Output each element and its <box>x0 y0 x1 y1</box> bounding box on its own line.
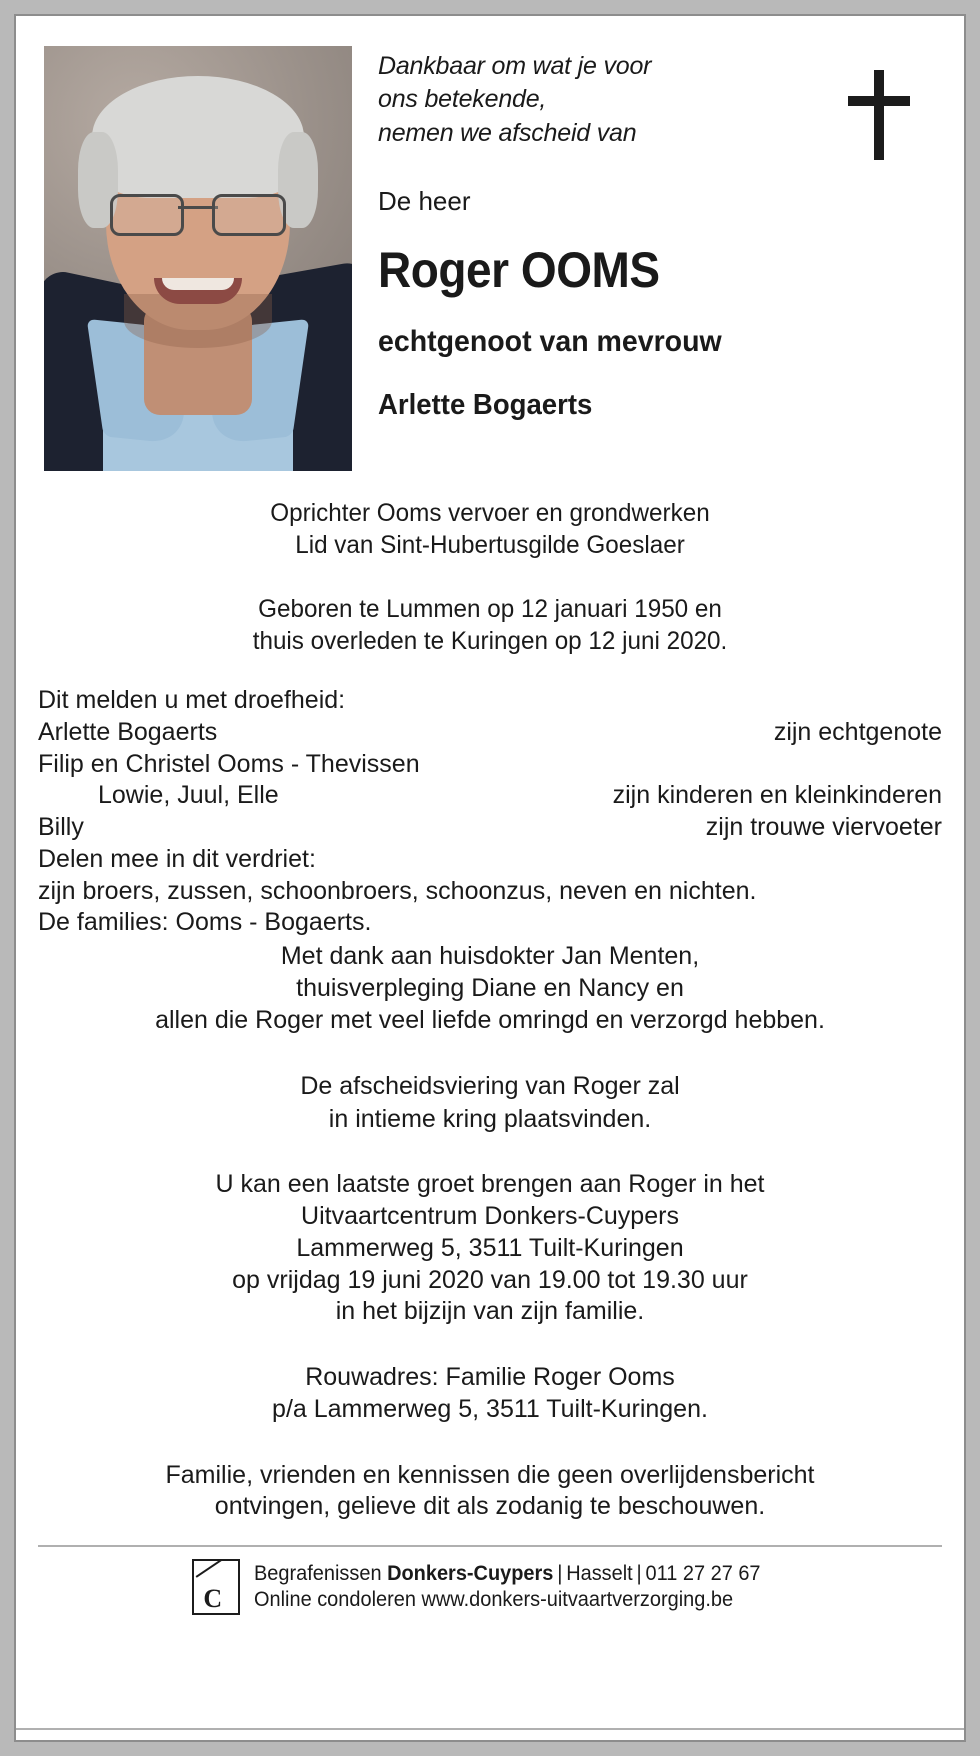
family-member-name: Arlette Bogaerts <box>38 717 218 746</box>
share-body: zijn broers, zussen, schoonbroers, schoonzus, neven en nichten. <box>38 876 757 905</box>
family-member-name: Billy <box>38 813 84 841</box>
glasses-lens-left <box>110 194 184 236</box>
cross-vertical <box>874 70 884 160</box>
thanks-line-3: allen die Roger met veel liefde omringd en verzorgd hebben. <box>155 1005 825 1034</box>
notice-line-2: ontvingen, gelieve dit als zodanig te beschouwen. <box>214 1492 766 1521</box>
table-row <box>38 812 942 844</box>
thanks-block <box>38 941 942 1036</box>
notice-line-1: Familie, vrienden en kennissen die geen overlijdensbericht <box>165 1460 815 1489</box>
footer-prefix: Begrafenissen <box>254 1562 388 1586</box>
portrait-photo <box>44 46 352 471</box>
footer-line-2: Online condoleren www.donkers-uitvaartverzorging.be <box>254 1588 734 1611</box>
table-row <box>38 749 942 781</box>
mourning-address-line-2: p/a Lammerweg 5, 3511 Tuilt-Kuringen. <box>272 1394 708 1423</box>
spouse-label: echtgenoot van mevrouw <box>378 324 722 358</box>
table-row <box>38 717 942 749</box>
cross-icon <box>848 70 910 160</box>
ceremony-block <box>38 1070 942 1135</box>
family-relation: zijn trouwe viervoeter <box>705 813 942 841</box>
title-prefix: De heer <box>378 185 471 216</box>
footer <box>38 1547 942 1615</box>
family-relation: zijn echtgenote <box>773 717 942 746</box>
thanks-line-2: thuisverpleging Diane en Nancy en <box>296 973 684 1002</box>
roles-block <box>52 497 929 561</box>
bottom-divider <box>16 1728 964 1730</box>
families-line: De families: Ooms - Bogaerts. <box>38 908 372 937</box>
header-section <box>38 34 942 471</box>
mourning-address-block <box>38 1362 942 1426</box>
spouse-name: Arlette Bogaerts <box>378 388 593 421</box>
card-inner <box>14 14 966 1742</box>
notice-block <box>38 1460 942 1524</box>
visiting-line-1: U kan een laatste groet brengen aan Roger in het <box>215 1170 765 1199</box>
header-text-column <box>352 46 942 422</box>
visiting-venue: Uitvaartcentrum Donkers-Cuypers <box>301 1202 679 1230</box>
funeral-home-logo-icon <box>192 1559 240 1615</box>
hair <box>92 76 304 198</box>
intro-line-1: Dankbaar om wat je voor <box>378 52 652 80</box>
teeth <box>162 278 234 290</box>
share-heading: Delen mee in dit verdriet: <box>38 844 316 873</box>
dates-block <box>52 593 929 657</box>
footer-text-column <box>254 1561 787 1612</box>
footer-phone: 011 27 27 67 <box>645 1562 761 1586</box>
family-member-name: Lowie, Juul, Elle <box>98 781 279 810</box>
thanks-line-1: Met dank aan huisdokter Jan Menten, <box>280 942 700 970</box>
visiting-line-5: in het bijzijn van zijn familie. <box>335 1297 645 1326</box>
table-row <box>38 780 942 812</box>
ceremony-line-1: De afscheidsviering van Roger zal <box>300 1072 680 1101</box>
footer-separator-2: | <box>636 1562 643 1586</box>
ceremony-line-2: in intieme kring plaatsvinden. <box>328 1104 652 1133</box>
role-line-1: Oprichter Ooms vervoer en grondwerken <box>270 499 710 527</box>
footer-line-1 <box>254 1561 761 1587</box>
glasses-lens-right <box>212 194 286 236</box>
family-relation: zijn kinderen en kleinkinderen <box>612 781 942 810</box>
announce-heading: Dit melden u met droefheid: <box>38 686 346 714</box>
mourning-address-line-1: Rouwadres: Familie Roger Ooms <box>305 1363 675 1391</box>
footer-separator-1: | <box>557 1562 563 1586</box>
logo-letter: C <box>203 1584 223 1613</box>
intro-line-3: nemen we afscheid van <box>378 118 637 147</box>
footer-city: Hasselt <box>566 1562 634 1586</box>
intro-text <box>378 50 708 150</box>
role-line-2: Lid van Sint-Hubertusgilde Goeslaer <box>295 531 685 559</box>
deceased-name: Roger OOMS <box>378 241 660 298</box>
glasses-icon <box>106 194 290 234</box>
visiting-block <box>38 1169 942 1328</box>
visiting-address: Lammerweg 5, 3511 Tuilt-Kuringen <box>296 1233 684 1262</box>
death-line: thuis overleden te Kuringen op 12 juni 2020. <box>252 627 728 655</box>
family-member-name: Filip en Christel Ooms - Thevissen <box>38 749 420 778</box>
cross-horizontal <box>848 96 910 106</box>
intro-line-2: ons betekende, <box>378 85 547 114</box>
footer-company: Donkers-Cuypers <box>387 1562 554 1586</box>
visiting-datetime: op vrijdag 19 juni 2020 van 19.00 tot 19.30 uur <box>232 1265 748 1294</box>
birth-line: Geboren te Lummen op 12 januari 1950 en <box>258 595 722 623</box>
family-list <box>38 685 942 939</box>
